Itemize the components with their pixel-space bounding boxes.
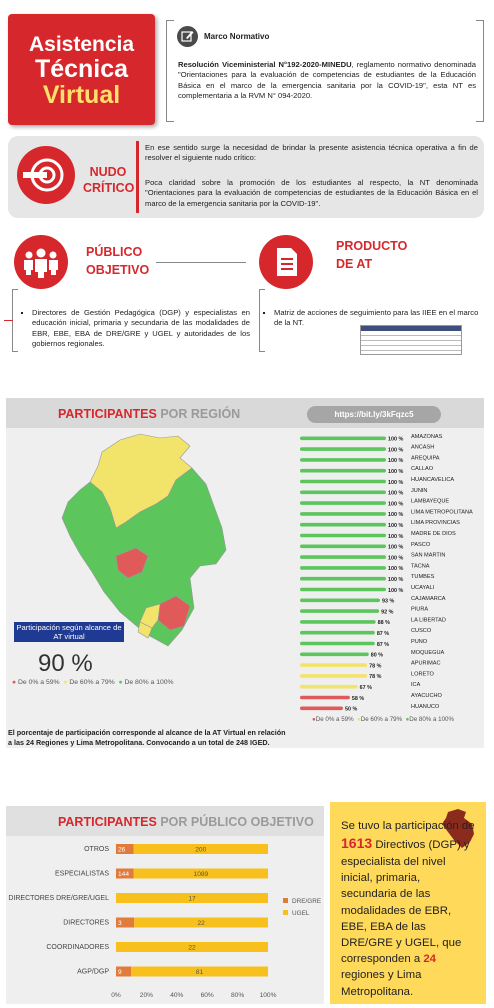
legend-dot-high: ● — [118, 679, 123, 686]
region-value-label: 100 % — [388, 512, 404, 519]
public-title-red: PARTICIPANTES — [58, 815, 157, 829]
region-bar-la-libertad — [300, 620, 376, 624]
region-value-label: 100 % — [388, 555, 404, 562]
region-category-label: PASCO — [411, 541, 431, 548]
public-bar-value: 22 — [188, 944, 196, 952]
region-bar-chart — [296, 430, 482, 712]
public-bar-value: 22 — [197, 920, 205, 927]
public-category-label: AGP/DGP — [77, 968, 109, 976]
region-bar-madre-de-dios — [300, 534, 386, 538]
region-bar-lambayeque — [300, 501, 386, 505]
region-value-label: 93 % — [381, 598, 395, 605]
region-value-label: 100 % — [388, 577, 404, 583]
chart-legend-high: De 80% a 100% — [409, 716, 454, 723]
region-bar-amazonas — [300, 437, 386, 441]
region-title-grey: POR REGIÓN — [156, 407, 241, 421]
public-category-label: OTROS — [84, 846, 109, 853]
region-bar-ayacucho — [300, 696, 350, 700]
public-bar-value: 9 — [118, 969, 122, 976]
region-bar-piura — [300, 609, 379, 613]
legend-dot-low: ● — [12, 679, 17, 686]
public-category-label: COORDINADORES — [46, 944, 109, 951]
region-title-red: PARTICIPANTES — [58, 407, 157, 421]
nudo-label-2: CRÍTICO — [83, 181, 135, 196]
region-value-label: 100 % — [388, 544, 404, 551]
chart-legend-dot-low: ● — [312, 716, 316, 723]
region-category-label: LA LIBERTAD — [411, 617, 446, 624]
nudo-label — [83, 164, 133, 197]
legend-high: De 80% a 100% — [124, 679, 174, 686]
public-title-grey: POR PÚBLICO OBJETIVO — [156, 815, 314, 829]
people-icon — [14, 235, 68, 289]
nudo-label-1: NUDO — [89, 165, 127, 179]
region-category-label: LAMBAYEQUE — [411, 498, 450, 505]
summary-num2: 24 — [423, 953, 436, 966]
region-title — [58, 407, 240, 421]
region-category-label: HUANCAVELICA — [411, 477, 455, 483]
public-legend-label: DRE/GRE — [292, 898, 322, 905]
region-bar-ica — [300, 685, 358, 689]
region-category-label: HUANUCO — [411, 703, 440, 710]
participation-label: Participación según alcance de AT virtual — [16, 623, 122, 642]
publico-bullet — [22, 308, 250, 349]
document-icon — [259, 235, 313, 289]
public-bar-value: 144 — [118, 871, 130, 878]
region-category-label: AYACUCHO — [411, 693, 442, 699]
region-bar-huanuco — [300, 707, 343, 711]
public-axis-tick: 40% — [170, 992, 184, 999]
region-category-label: PUNO — [411, 639, 428, 645]
summary-num: 1613 — [341, 835, 373, 852]
region-value-label: 58 % — [351, 695, 365, 702]
region-bar-callao — [300, 469, 386, 473]
producto-label — [336, 238, 407, 273]
region-bar-puno — [300, 642, 375, 646]
region-value-label: 87 % — [376, 631, 390, 637]
region-category-label: TUMBES — [411, 574, 435, 581]
region-value-label: 100 % — [388, 447, 404, 454]
marco-text — [178, 60, 476, 101]
chart-legend-dot-mid: ● — [357, 716, 361, 723]
region-category-label: APURIMAC — [411, 660, 441, 667]
region-bar-ancash — [300, 447, 386, 451]
region-bar-pasco — [300, 545, 386, 549]
region-note-text: El porcentaje de participación corresponde al alcance de la AT Virtual en relación a las 24 Regiones y Lima Metropolitana. Convocando a un total de 248 IGED. — [8, 728, 286, 748]
link-text[interactable]: https://bit.ly/3kFqzc5 — [334, 410, 414, 419]
producto-label-1: PRODUCTO — [336, 239, 408, 253]
region-bar-tumbes — [300, 577, 386, 581]
participation-value: 90 % — [38, 650, 93, 677]
region-note — [8, 728, 286, 748]
region-value-label: 78 % — [369, 674, 382, 681]
region-bar-huancavelica — [300, 480, 386, 484]
region-category-label: CAJAMARCA — [411, 595, 446, 602]
public-category-label: DIRECTORES — [63, 919, 109, 927]
chart-legend-dot-high: ● — [405, 716, 410, 723]
region-bar-cajamarca — [300, 599, 380, 603]
public-category-label: DIRECTORES DRE/GRE/UGEL — [8, 895, 109, 902]
nudo-icon — [17, 146, 75, 204]
public-stacked-bar-chart — [0, 836, 326, 1000]
chart-legend-low: De 0% a 59% — [315, 716, 354, 723]
region-category-label: AREQUIPA — [411, 455, 440, 462]
legend-dot-mid: ● — [63, 679, 68, 686]
public-bar-value: 81 — [195, 969, 204, 976]
legend-mid: De 60% a 79% — [69, 679, 115, 686]
region-value-label: 100 % — [388, 501, 404, 508]
title-line-1: Asistencia — [28, 33, 135, 56]
marco-body: , reglamento normativo denominada "Orientaciones para la evaluación de competencias de estudiantes de la Educación Básica en el marco de la emergencia sanitaria por la COVID-19", esta NT es complementaria a la RVM N° 094-2020. — [178, 60, 476, 100]
region-bar-cusco — [300, 631, 375, 635]
title-banner — [8, 14, 155, 125]
region-value-label: 100 % — [388, 523, 404, 529]
matrix-thumbnail — [360, 325, 462, 355]
region-category-label: MADRE DE DIOS — [411, 531, 456, 537]
region-value-label: 100 % — [388, 587, 404, 594]
region-value-label: 88 % — [377, 620, 390, 627]
public-axis-tick: 0% — [111, 992, 121, 999]
map-legend — [12, 679, 174, 686]
publico-label — [86, 244, 149, 279]
region-category-label: MOQUEGUA — [411, 649, 445, 656]
publico-label-2: OBJETIVO — [86, 262, 150, 277]
publico-bullet-text: ▪ Directores de Gestión Pedagógica (DGP) y especialistas en educación inicial, primaria y secundaria de las modalidades de EBR, EBE, EBA de DRE/GRE y UGEL y autoridades de los gobiernos regionales. — [32, 308, 250, 349]
region-bar-loreto — [300, 674, 367, 678]
region-category-label: LIMA PROVINCIAS — [411, 520, 460, 527]
public-category-label: ESPECIALISTAS — [55, 870, 109, 878]
public-bar-value: 200 — [195, 846, 207, 854]
publico-divider — [156, 262, 246, 263]
region-category-label: JUNIN — [411, 487, 428, 494]
title-line-3: Virtual — [42, 81, 121, 109]
public-legend-swatch — [283, 910, 288, 915]
region-bar-moquegua — [300, 653, 369, 657]
region-value-label: 100 % — [388, 566, 404, 573]
marco-label: Marco Normativo — [204, 32, 270, 41]
region-value-label: 92 % — [381, 609, 394, 616]
region-value-label: 78 % — [369, 663, 382, 670]
producto-bullet-text: ▪ Matriz de acciones de seguimiento para las IIEE en el marco de la NT. — [274, 308, 479, 329]
region-category-label: CALLAO — [411, 466, 434, 473]
region-category-label: TACNA — [411, 563, 430, 570]
edit-icon — [177, 26, 198, 47]
title-line-2: Técnica — [34, 55, 129, 83]
region-category-label: ANCASH — [411, 444, 435, 451]
region-category-label: CUSCO — [411, 628, 432, 635]
region-bar-tacna — [300, 566, 386, 570]
public-bar-value: 3 — [118, 920, 122, 927]
region-value-label: 87 % — [376, 641, 390, 648]
peru-map — [40, 432, 232, 654]
region-chart-legend — [312, 716, 454, 723]
region-category-label: PIURA — [411, 606, 429, 613]
marco-resolution: Resolución Viceministerial N°192-2020-MINEDU — [178, 60, 352, 69]
region-bar-arequipa — [300, 458, 386, 462]
public-bar-value: 26 — [118, 846, 126, 854]
region-value-label: 100 % — [388, 479, 404, 486]
public-axis-tick: 20% — [139, 992, 154, 999]
region-value-label: 67 % — [359, 685, 372, 691]
producto-label-2: DE AT — [336, 256, 373, 271]
region-bar-lima-metropolitana — [300, 512, 386, 516]
public-axis-tick: 60% — [200, 992, 214, 999]
participation-badge — [14, 622, 124, 642]
public-bar-value: 1089 — [193, 871, 209, 878]
summary-a: Se tuvo la participación de — [341, 820, 475, 832]
region-category-label: ICA — [411, 682, 421, 689]
summary-c: regiones y Lima Metropolitana. — [341, 969, 422, 998]
nudo-text-1: En ese sentido surge la necesidad de brindar la presente asistencia técnica operativa a fin de resolver el siguiente nudo crítico: — [145, 143, 478, 163]
public-axis-tick: 80% — [230, 992, 245, 999]
region-bar-junin — [300, 491, 386, 495]
region-category-label: AMAZONAS — [411, 433, 443, 440]
nudo-text-2: Poca claridad sobre la promoción de los estudiantes al respecto, la NT denominada "Orientaciones para la evaluación de competencias de estudiantes de la Educación Básica en el marco de la emergencia sanitaria por la COVID-19". — [145, 178, 478, 208]
region-category-label: LORETO — [411, 671, 434, 678]
summary-text — [341, 818, 475, 1000]
legend-low: De 0% a 59% — [18, 679, 60, 686]
public-title — [58, 815, 314, 829]
public-bar-value: 17 — [188, 895, 196, 903]
region-value-label: 100 % — [388, 436, 404, 443]
region-value-label: 80 % — [370, 652, 384, 659]
public-legend-swatch — [283, 898, 288, 903]
summary-b: Directivos (DGP) y especialista del nivel inicial, primaria, secundaria de las modalidades de EBR, EBE, EBA de las DRE/GRE y UGEL, que corresponden a — [341, 839, 470, 966]
chart-legend-mid: De 60% a 79% — [360, 716, 403, 723]
region-bar-apurimac — [300, 663, 367, 667]
region-bar-ucayali — [300, 588, 386, 592]
region-bar-lima-provincias — [300, 523, 386, 527]
region-bar-san-martin — [300, 555, 386, 559]
region-category-label: LIMA METROPOLITANA — [411, 509, 473, 516]
public-axis-tick: 100% — [259, 992, 277, 999]
region-value-label: 50 % — [345, 706, 358, 712]
region-category-label: UCAYALI — [411, 585, 435, 591]
region-value-label: 100 % — [388, 490, 404, 497]
link-badge[interactable] — [307, 406, 441, 423]
region-category-label: SAN MARTIN — [411, 552, 446, 559]
region-value-label: 100 % — [388, 469, 404, 475]
publico-label-1: PÚBLICO — [86, 245, 143, 259]
public-legend-label: UGEL — [292, 910, 310, 917]
region-value-label: 100 % — [388, 458, 404, 465]
region-value-label: 100 % — [388, 533, 404, 540]
